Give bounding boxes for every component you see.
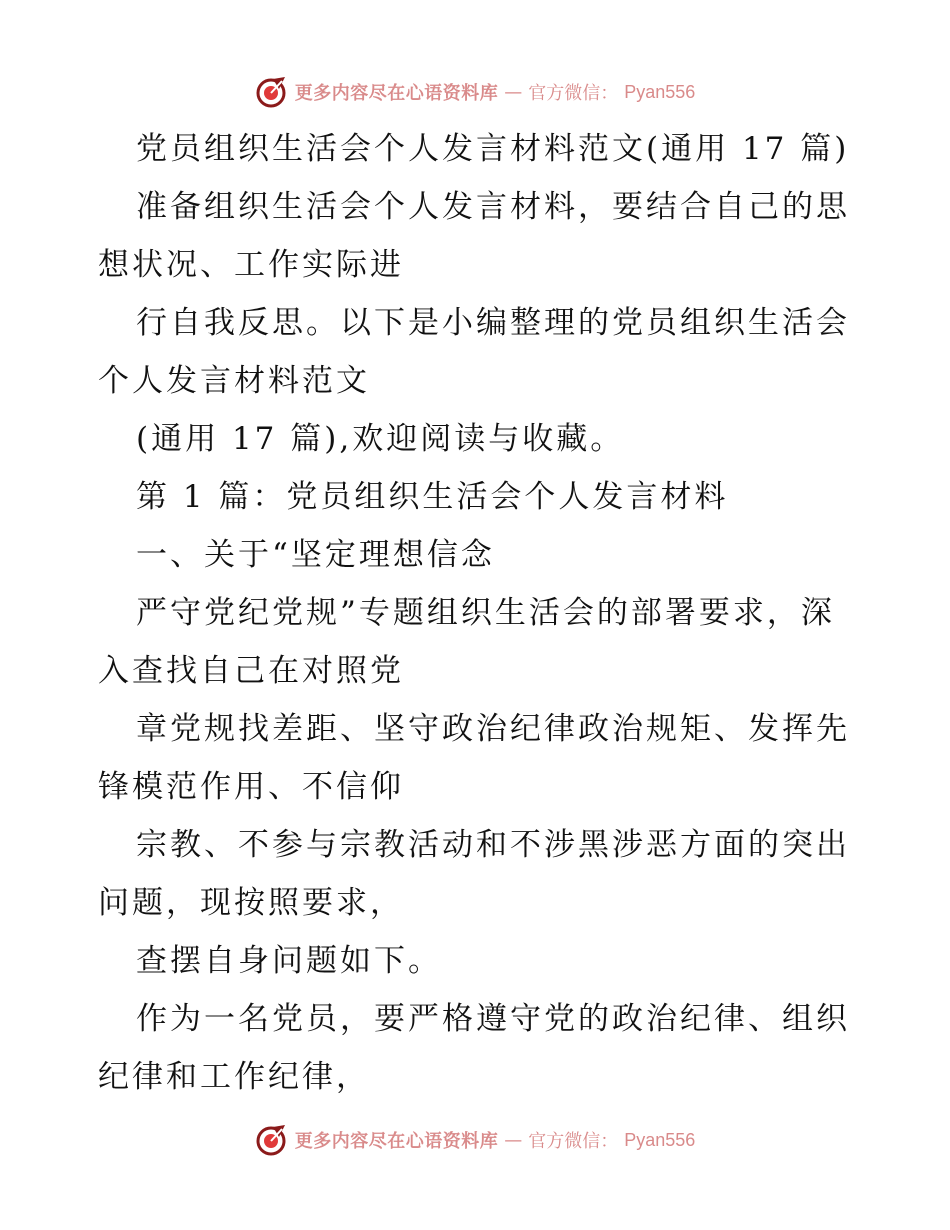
text-line: 党员组织生活会个人发言材料范文(通用 17 篇) [136, 131, 850, 167]
logo-icon [255, 1123, 289, 1157]
header-dash: — [504, 81, 523, 103]
text-line: 纪律和工作纪律， [98, 1059, 370, 1095]
text-line: 准备组织生活会个人发言材料，要结合自己的思 [136, 189, 850, 225]
footer-banner [0, 1120, 950, 1160]
header-brand-text: 更多内容尽在心语资料库 [294, 83, 499, 104]
text-line: 作为一名党员，要严格遵守党的政治纪律、组织 [136, 1001, 850, 1037]
text-line: 宗教、不参与宗教活动和不涉黑涉恶方面的突出 [136, 827, 850, 863]
footer-wechat-label: 官方微信： [528, 1131, 619, 1152]
text-line: 章党规找差距、坚守政治纪律政治规矩、发挥先 [136, 711, 850, 747]
footer-dash: — [504, 1129, 523, 1151]
text-line: 想状况、工作实际进 [98, 247, 404, 283]
footer-brand-text: 更多内容尽在心语资料库 [294, 1131, 499, 1152]
text-line: 锋模范作用、不信仰 [98, 769, 404, 805]
logo-icon [255, 75, 289, 109]
text-line: 一、关于“坚定理想信念 [136, 537, 495, 573]
text-line: (通用 17 篇),欢迎阅读与收藏。 [136, 421, 625, 457]
text-line: 问题，现按照要求， [98, 885, 404, 921]
header-banner [0, 72, 950, 112]
footer-wechat-id: Pyan556 [624, 1129, 696, 1150]
text-line: 行自我反思。以下是小编整理的党员组织生活会 [136, 305, 850, 341]
text-line: 第 1 篇：党员组织生活会个人发言材料 [136, 479, 729, 515]
text-line: 查摆自身问题如下。 [136, 943, 442, 979]
document-body [98, 120, 858, 1106]
text-line: 严守党纪党规”专题组织生活会的部署要求，深 [136, 595, 835, 631]
text-line: 个人发言材料范文 [98, 363, 370, 399]
header-wechat-label: 官方微信： [528, 83, 619, 104]
header-wechat-id: Pyan556 [624, 81, 696, 102]
text-line: 入查找自己在对照党 [98, 653, 404, 689]
